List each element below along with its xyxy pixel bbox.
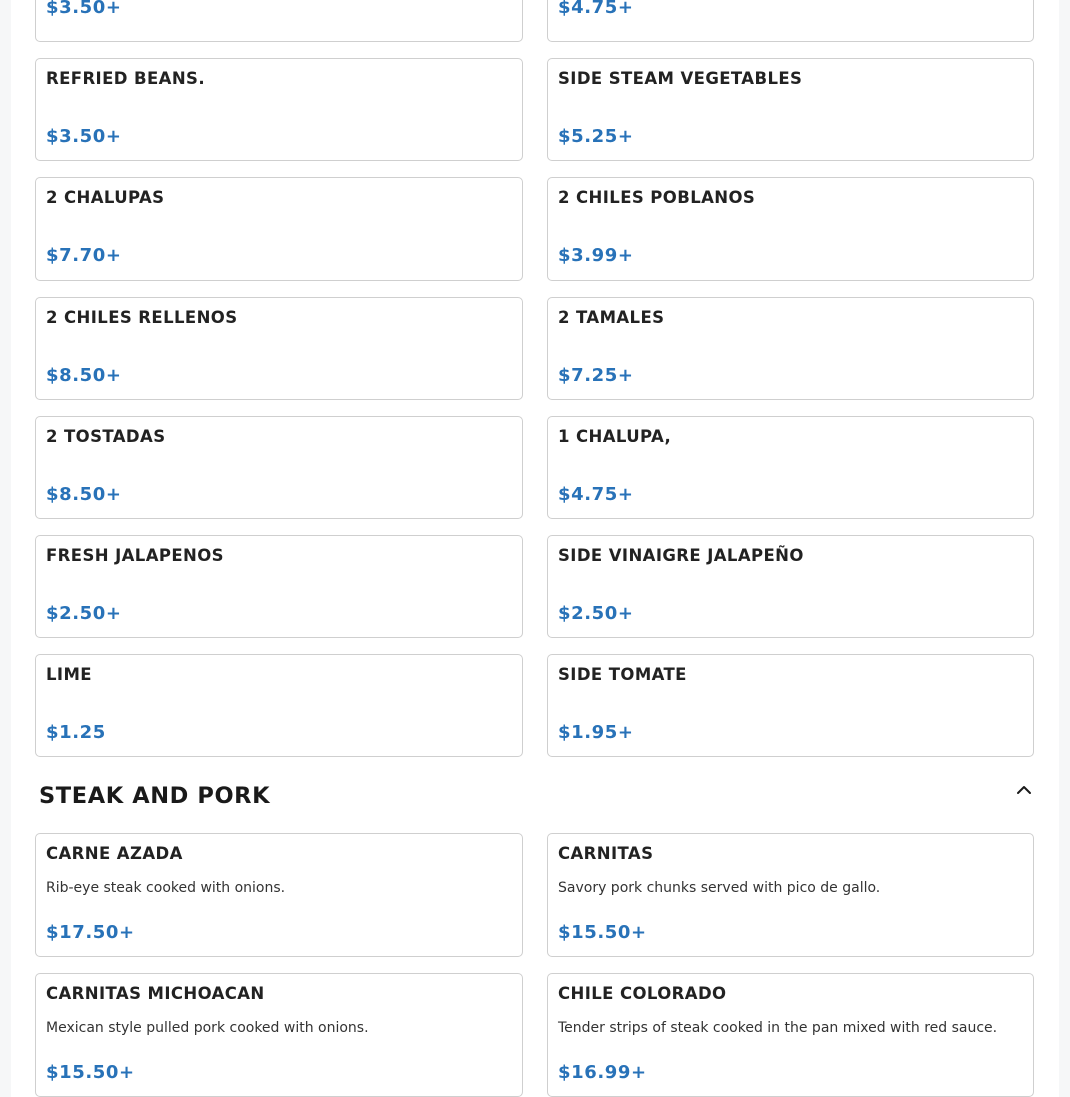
menu-item-price: $17.50+ xyxy=(46,922,135,943)
menu-item-price: $15.50+ xyxy=(558,922,647,943)
menu-item-card[interactable] xyxy=(35,833,523,957)
menu-item-price: $5.25+ xyxy=(558,126,634,147)
menu-item-card[interactable] xyxy=(35,58,523,161)
menu-item-price: $1.25 xyxy=(46,722,106,743)
menu-item-name: CARNE AZADA xyxy=(46,844,183,863)
menu-item-card[interactable] xyxy=(547,535,1034,638)
menu-item-card[interactable] xyxy=(547,973,1034,1097)
menu-item-card[interactable] xyxy=(35,535,523,638)
menu-item-card[interactable] xyxy=(547,416,1034,519)
menu-item-price: $4.75+ xyxy=(558,0,634,18)
menu-item-price: $2.50+ xyxy=(558,603,634,624)
menu-item-name: FRESH JALAPENOS xyxy=(46,546,224,565)
menu-item-card[interactable] xyxy=(35,0,523,42)
menu-item-price: $4.75+ xyxy=(558,484,634,505)
menu-item-name: 2 TOSTADAS xyxy=(46,427,166,446)
menu-item-card[interactable] xyxy=(547,58,1034,161)
menu-item-price: $1.95+ xyxy=(558,722,634,743)
menu-item-card[interactable] xyxy=(547,833,1034,957)
menu-item-name: SIDE STEAM VEGETABLES xyxy=(558,69,803,88)
menu-item-name: CHILE COLORADO xyxy=(558,984,727,1003)
menu-item-card[interactable] xyxy=(35,654,523,757)
menu-item-name: REFRIED BEANS. xyxy=(46,69,205,88)
menu-item-name: CARNITAS MICHOACAN xyxy=(46,984,265,1003)
menu-item-card[interactable] xyxy=(35,177,523,281)
chevron-up-icon[interactable] xyxy=(1014,780,1034,800)
menu-item-price: $7.25+ xyxy=(558,365,634,386)
menu-item-name: SIDE VINAIGRE JALAPEÑO xyxy=(558,546,804,565)
menu-item-card[interactable] xyxy=(35,416,523,519)
menu-item-price: $3.50+ xyxy=(46,0,122,18)
menu-item-price: $7.70+ xyxy=(46,245,122,266)
menu-item-card[interactable] xyxy=(35,297,523,400)
menu-item-price: $2.50+ xyxy=(46,603,122,624)
menu-item-description: Mexican style pulled pork cooked with onions. xyxy=(46,1020,369,1036)
menu-item-name: 2 CHALUPAS xyxy=(46,188,165,207)
menu-item-name: SIDE TOMATE xyxy=(558,665,687,684)
menu-item-description: Tender strips of steak cooked in the pan mixed with red sauce. xyxy=(558,1020,998,1036)
menu-item-name: CARNITAS xyxy=(558,844,654,863)
menu-item-description: Savory pork chunks served with pico de gallo. xyxy=(558,880,881,896)
menu-item-card[interactable] xyxy=(547,177,1034,281)
menu-item-price: $3.50+ xyxy=(46,126,122,147)
menu-item-price: $16.99+ xyxy=(558,1062,647,1083)
menu-item-card[interactable] xyxy=(35,973,523,1097)
menu-item-card[interactable] xyxy=(547,654,1034,757)
menu-item-card[interactable] xyxy=(547,297,1034,400)
menu-item-card[interactable] xyxy=(547,0,1034,42)
menu-item-name: 2 TAMALES xyxy=(558,308,665,327)
menu-item-price: $3.99+ xyxy=(558,245,634,266)
section-header-steak-and-pork[interactable] xyxy=(35,776,1034,820)
menu-item-price: $15.50+ xyxy=(46,1062,135,1083)
menu-item-name: 2 CHILES POBLANOS xyxy=(558,188,756,207)
menu-item-name: LIME xyxy=(46,665,92,684)
menu-item-price: $8.50+ xyxy=(46,484,122,505)
menu-item-name: 1 CHALUPA, xyxy=(558,427,672,446)
menu-item-price: $8.50+ xyxy=(46,365,122,386)
menu-item-description: Rib-eye steak cooked with onions. xyxy=(46,880,286,896)
menu-item-name: 2 CHILES RELLENOS xyxy=(46,308,238,327)
section-title: STEAK AND PORK xyxy=(39,783,271,809)
